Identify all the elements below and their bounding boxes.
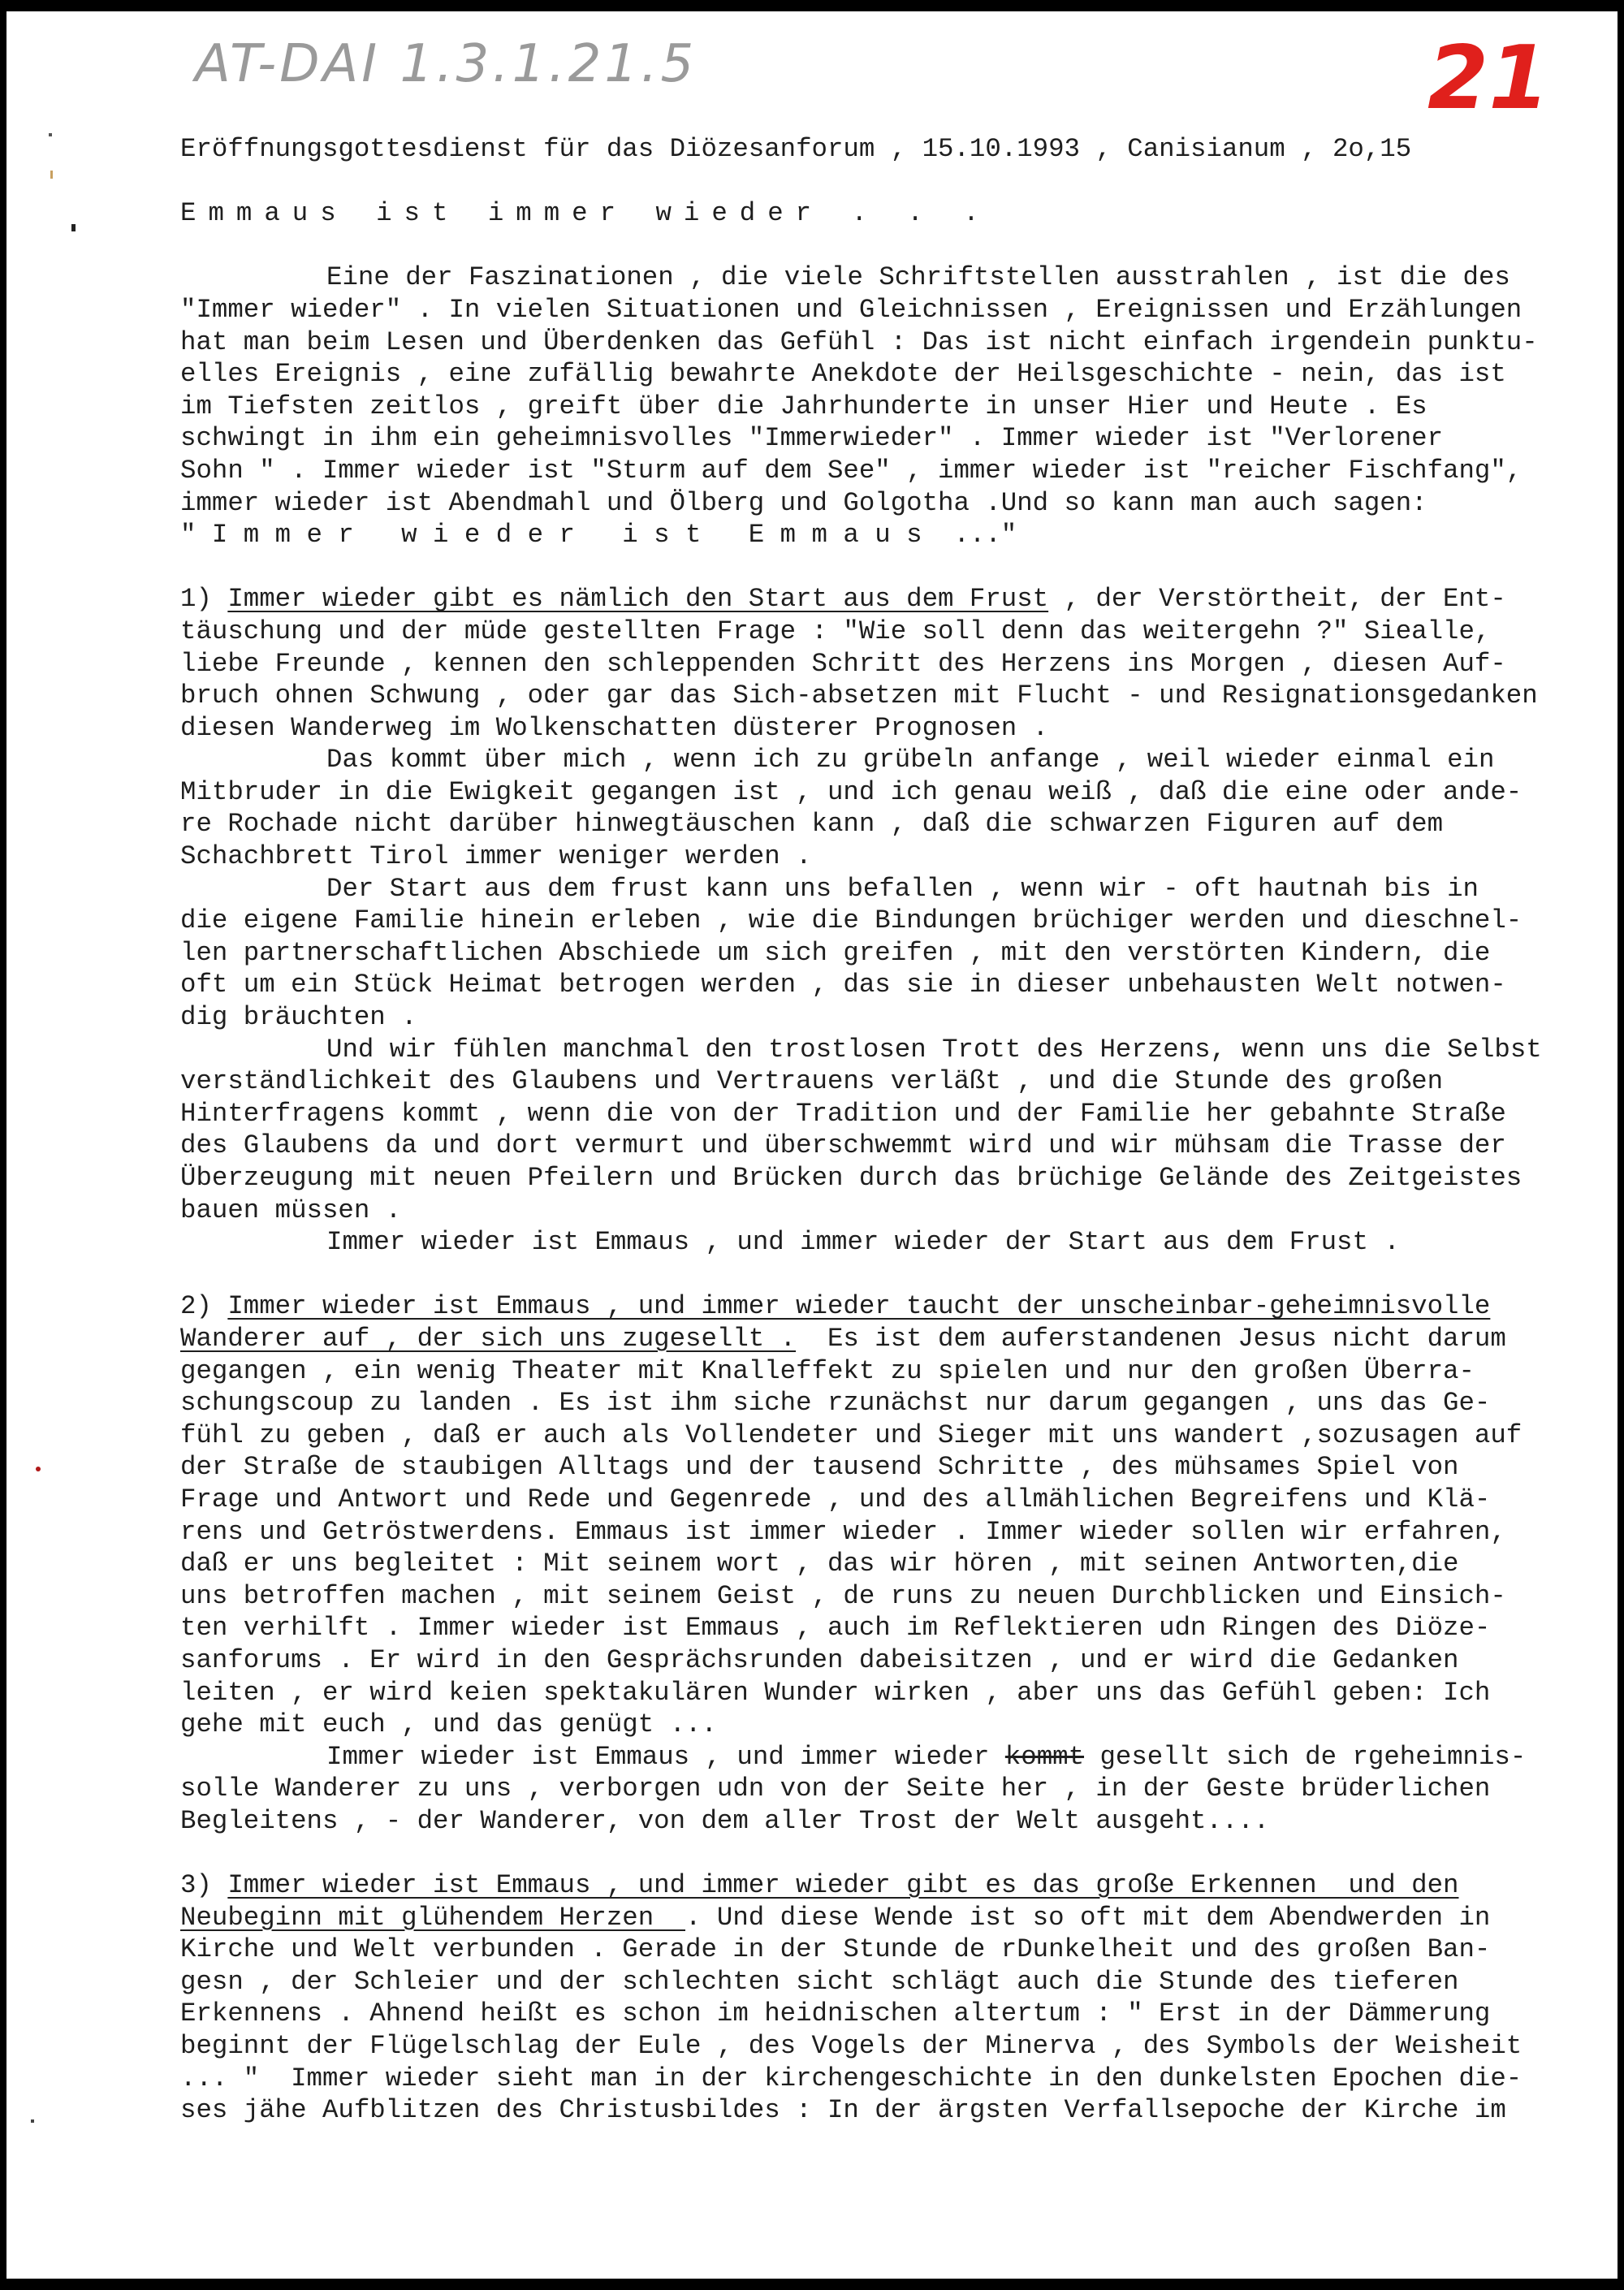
text-line: re Rochade nicht darüber hinwegtäuschen kann , daß die schwarzen Figuren auf dem (180, 809, 1444, 840)
section-2 (180, 1290, 1593, 1837)
text-line: "Immer wieder" . In vielen Situationen und Gleichnissen , Ereignissen und Erzählungen (180, 294, 1522, 325)
page-number: 21 (1427, 28, 1550, 129)
text-fragment: Immer wieder ist Emmaus , und immer wieder (326, 1741, 1005, 1772)
section-3 (180, 1869, 1593, 2127)
section-number: 1) (180, 584, 212, 615)
text-line: im Tiefsten zeitlos , greift über die Jahrhunderte in unser Hier und Heute . Es (180, 391, 1427, 421)
section-heading: Immer wieder ist Emmaus , und immer wieder taucht der unscheinbar-geheimnisvolle (227, 1291, 1491, 1322)
text-line: len partnerschaftlichen Abschiede um sich greifen , mit den verstörten Kindern, die (180, 937, 1491, 968)
text-line: rens und Getröstwerdens. Emmaus ist immer wieder . Immer wieder sollen wir erfahren, (180, 1516, 1506, 1547)
section-heading-continued: Neubeginn mit glühendem Herzen (180, 1902, 686, 1933)
section-heading-continued: Wanderer auf , der sich uns zugesellt . (180, 1323, 797, 1354)
text-line: dig bräuchten . (180, 1002, 417, 1033)
text-line: bruch ohnen Schwung , oder gar das Sich-absetzen mit Flucht - und Resignationsgedanken (180, 681, 1538, 711)
text-line: Hinterfragens kommt , wenn die von der Tradition und der Familie her gebahnte Straße (180, 1098, 1506, 1129)
text-line: schwingt in ihm ein geheimnisvolles "Immerwieder" . Immer wieder ist "Verlorener (180, 423, 1444, 454)
text-line: elles Ereignis , eine zufällig bewahrte Anekdote der Heilsgeschichte - nein, das ist (180, 359, 1506, 390)
text-fragment: gesellt sich de rgeheimnis- (1084, 1741, 1527, 1772)
text-line: verständlichkeit des Glaubens und Vertrauens verläßt , und die Stunde des großen (180, 1066, 1444, 1097)
text-line: Das kommt über mich , wenn ich zu grübeln anfange , weil wieder einmal ein (326, 745, 1495, 776)
text-line: uns betroffen machen , mit seinem Geist , de runs zu neuen Durchblicken und Einsich- (180, 1580, 1506, 1611)
section-number: 3) (180, 1870, 212, 1901)
archive-reference: AT-DAI 1.3.1.21.5 (195, 34, 698, 94)
section-number: 2) (180, 1291, 212, 1322)
struck-word: kommt (1004, 1741, 1085, 1772)
text-line: gesn , der Schleier und der schlechten sicht schlägt auch die Stunde des tieferen (180, 1966, 1459, 1997)
text-line: immer wieder ist Abendmahl und Ölberg und Golgotha .Und so kann man auch sagen: (180, 487, 1427, 518)
text-line: solle Wanderer zu uns , verborgen udn von der Seite her , in der Geste brüderlichen (180, 1774, 1491, 1804)
text-line: des Glaubens da und dort vermurt und überschwemmt wird und wir mühsam die Trasse der (180, 1130, 1506, 1161)
text-line: Erkennens . Ahnend heißt es schon im heidnischen altertum : " Erst in der Dämmerung (180, 1998, 1491, 2029)
text-line: bauen müssen . (180, 1195, 402, 1225)
text-line: hat man beim Lesen und Überdenken das Gefühl : Das ist nicht einfach irgendein punktu- (180, 326, 1538, 357)
text-line: daß er uns begleitet : Mit seinem wort , das wir hören , mit seinen Antworten,die (180, 1549, 1459, 1579)
text-fragment: Es ist dem auferstandenen Jesus nicht darum (796, 1323, 1506, 1354)
document-heading: Emmaus ist immer wieder . . . (180, 198, 991, 229)
text-line: gegangen , ein wenig Theater mit Knalleffekt zu spielen und nur den großen Überra- (180, 1355, 1475, 1386)
text-line: liebe Freunde , kennen den schleppenden Schritt des Herzens ins Morgen , diesen Auf- (180, 648, 1506, 679)
text-fragment: . Und diese Wende ist so oft mit dem Abendwerden in (685, 1902, 1491, 1933)
text-line: schungscoup zu landen . Es ist ihm siche rzunächst nur darum gegangen , uns das Ge- (180, 1388, 1491, 1419)
text-line: Frage und Antwort und Rede und Gegenrede , und des allmählichen Begreifens und Klä- (180, 1484, 1491, 1514)
margin-mark (36, 1467, 41, 1471)
text-line: der Straße de staubigen Alltags und der tausend Schritte , des mühsames Spiel von (180, 1452, 1459, 1483)
text-line: Kirche und Welt verbunden . Gerade in der Stunde de rDunkelheit und des großen Ban- (180, 1934, 1491, 1965)
text-line: " I m m e r w i e d e r i s t E m m a u s ..." (180, 520, 1017, 551)
intro-paragraph (180, 261, 1593, 551)
margin-mark (50, 171, 53, 179)
text-line: ten verhilft . Immer wieder ist Emmaus , auch im Reflektieren udn Ringen des Diöze- (180, 1613, 1491, 1644)
document-page (6, 11, 1618, 2279)
text-line: oft um ein Stück Heimat betrogen werden , das sie in dieser unbehausten Welt notwen- (180, 970, 1506, 1000)
text-line: Überzeugung mit neuen Pfeilern und Brücken durch das brüchige Gelände des Zeitgeistes (180, 1163, 1522, 1193)
margin-mark (71, 224, 76, 231)
text-line: Eine der Faszinationen , die viele Schriftstellen ausstrahlen , ist die des (326, 262, 1510, 293)
section-heading: Immer wieder ist Emmaus , und immer wieder gibt es das große Erkennen und den (227, 1870, 1459, 1901)
section-1 (180, 583, 1593, 1258)
section-heading: Immer wieder gibt es nämlich den Start aus dem Frust (227, 584, 1049, 615)
text-line: sanforums . Er wird in den Gesprächsrunden dabeisitzen , und er wird die Gedanken (180, 1644, 1459, 1675)
text-line: Sohn " . Immer wieder ist "Sturm auf dem See" , immer wieder ist "reicher Fischfang", (180, 455, 1522, 486)
text-line: ses jähe Aufblitzen des Christusbildes : In der ärgsten Verfallsepoche der Kirche im (180, 2095, 1506, 2126)
text-line: Begleitens , - der Wanderer, von dem aller Trost der Welt ausgeht.... (180, 1805, 1270, 1836)
text-line: Immer wieder ist Emmaus , und immer wieder der Start aus dem Frust . (326, 1227, 1400, 1258)
text-line: leiten , er wird keien spektakulären Wunder wirken , aber uns das Gefühl geben: Ich (180, 1677, 1491, 1708)
text-line: beginnt der Flügelschlag der Eule , des Vogels der Minerva , des Symbols der Weisheit (180, 2031, 1522, 2062)
text-fragment: , der Verstörtheit, der Ent- (1048, 584, 1506, 615)
text-line: Der Start aus dem frust kann uns befallen , wenn wir - oft hautnah bis in (326, 873, 1479, 904)
text-line: Schachbrett Tirol immer weniger werden . (180, 841, 812, 872)
text-line: Mitbruder in die Ewigkeit gegangen ist , und ich genau weiß , daß die eine oder ande- (180, 776, 1522, 807)
text-line: Und wir fühlen manchmal den trostlosen Trott des Herzens, wenn uns die Selbst (326, 1034, 1542, 1065)
text-line: gehe mit euch , und das genügt ... (180, 1709, 717, 1740)
text-line: fühl zu geben , daß er auch als Vollendeter und Sieger mit uns wandert ,sozusagen auf (180, 1419, 1522, 1450)
margin-mark (49, 133, 52, 136)
document-body (180, 133, 1593, 2127)
text-line: die eigene Familie hinein erleben , wie die Bindungen brüchiger werden und dieschnel- (180, 905, 1522, 936)
text-line: täuschung und der müde gestellten Frage : "Wie soll denn das weitergehn ?" Siealle, (180, 616, 1491, 646)
text-line: diesen Wanderweg im Wolkenschatten düsterer Prognosen . (180, 712, 1049, 743)
document-title: Eröffnungsgottesdienst für das Diözesanforum , 15.10.1993 , Canisianum , 2o,15 (180, 134, 1412, 164)
text-line: ... " Immer wieder sieht man in der kirchengeschichte in den dunkelsten Epochen die- (180, 2063, 1522, 2093)
margin-mark (31, 2119, 34, 2123)
